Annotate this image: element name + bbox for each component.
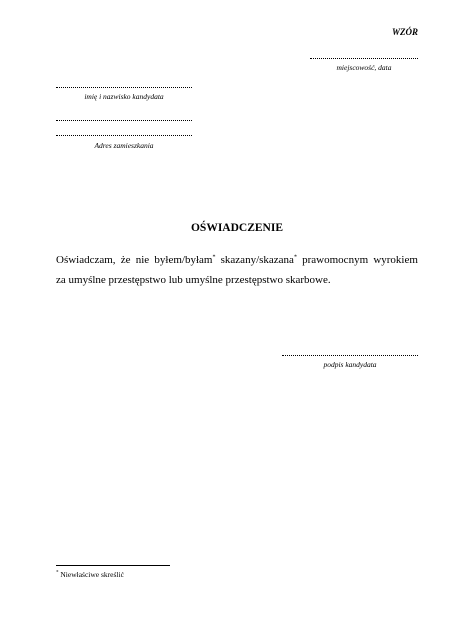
- declaration-word-option: byłem/byłam*: [154, 254, 216, 266]
- declaration-word: wyrokiem: [373, 254, 418, 266]
- footnote-mark: *: [56, 570, 59, 576]
- declaration-line-2: za umyślne przestępstwo lub umyślne przestępstwo skarbowe.: [56, 274, 331, 286]
- footnote-text: Niewłaściwe skreślić: [60, 570, 124, 579]
- place-date-line[interactable]: [310, 58, 418, 59]
- template-label: WZÓR: [391, 27, 418, 37]
- signature-caption: podpis kandydata: [323, 360, 377, 369]
- address-caption: Adres zamieszkania: [94, 141, 154, 150]
- signature-line[interactable]: [282, 355, 418, 356]
- candidate-name-caption: imię i nazwisko kandydata: [84, 92, 164, 101]
- address-line-2[interactable]: [56, 135, 192, 136]
- declaration-word: nie: [135, 254, 150, 266]
- candidate-name-line[interactable]: [56, 87, 192, 88]
- declaration-word: Oświadczam,: [56, 254, 116, 266]
- footnote: [56, 570, 124, 579]
- declaration-line-1: [56, 250, 418, 270]
- declaration-body: [56, 250, 418, 290]
- footnote-marker: *: [293, 254, 297, 261]
- footnote-marker: *: [212, 254, 216, 261]
- declaration-title: OŚWIADCZENIE: [190, 222, 284, 234]
- declaration-word: prawomocnym: [302, 254, 369, 266]
- address-line-1[interactable]: [56, 120, 192, 121]
- place-date-caption: miejscowość, data: [336, 63, 392, 72]
- declaration-word: że: [120, 254, 131, 266]
- declaration-word-option: skazany/skazana*: [220, 254, 297, 266]
- footnote-rule: [56, 565, 170, 566]
